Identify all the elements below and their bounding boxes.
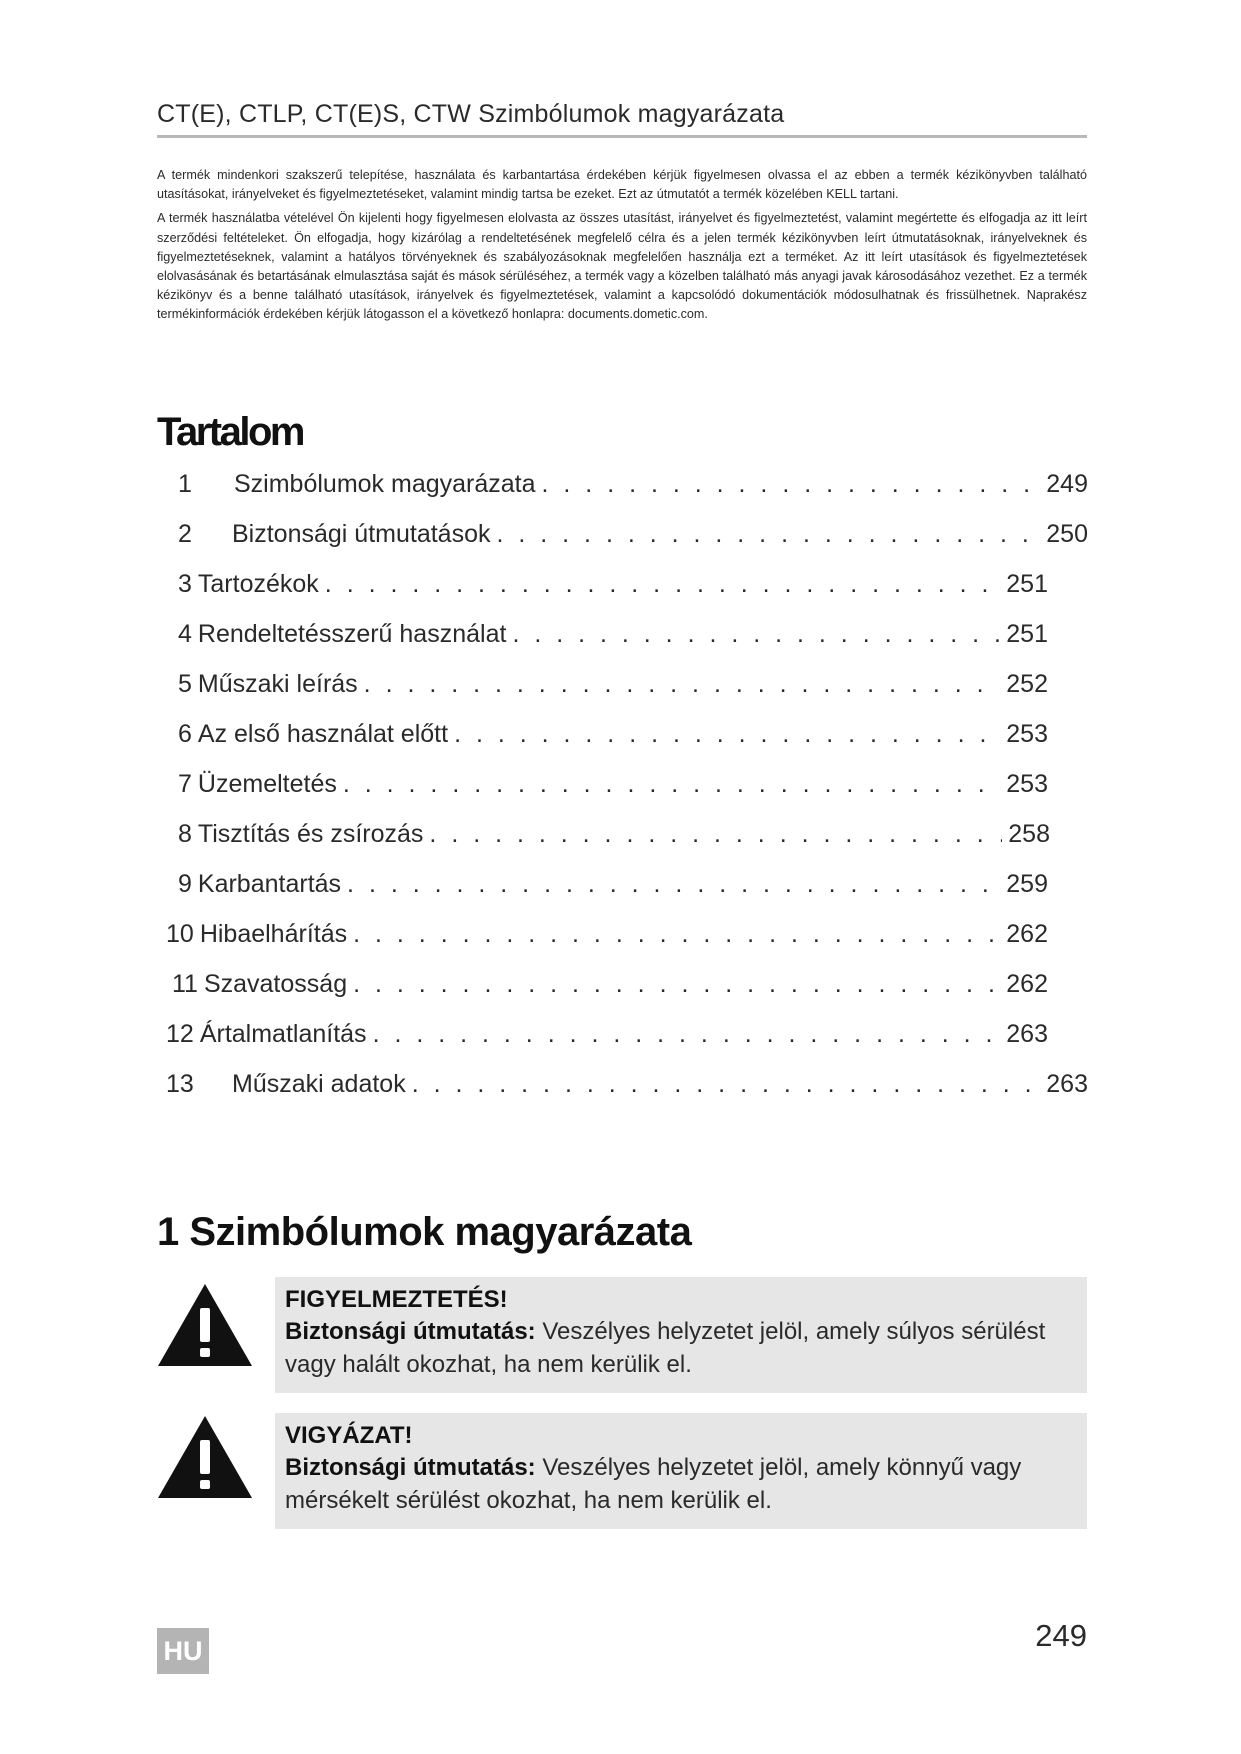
toc-leader-dots	[454, 720, 1000, 749]
toc-entry-page: 262	[1006, 920, 1048, 948]
toc-entry-page: 252	[1006, 670, 1048, 698]
toc-leader-dots	[512, 620, 1000, 649]
toc-entry-number: 2	[178, 520, 192, 548]
toc-entry-12[interactable]	[166, 1020, 1048, 1060]
toc-entry-number: 9	[178, 870, 192, 898]
toc-entry-page: 259	[1006, 870, 1048, 898]
toc-leader-dots	[373, 1020, 1001, 1049]
toc-leader-dots	[429, 820, 1002, 849]
intro-paragraph-2: A termék használatba vételével Ön kijelenti hogy figyelmesen elolvasta az összes utasítást, irányelvet és figyelmeztetést, valamint megértette és elfogadja az itt leírt szerződési feltételeket. Ön elfogadja, hogy kizárólag a rendeltetésének megfelelő célra és a jelen termék kézikönyvben leírt útmutatásoknak, irányelveknek és figyelmeztetéseknek, valamint a hatályos törvényeknek és szabályozásoknak megfelelően használja ezt a terméket. Az itt leírt utasítások és figyelmeztetések elolvasásának és betartásának elmulasztása saját és mások sérüléséhez, a termék vagy a közelben található más anyagi javak károsodásához vezethet. Ez a termék kézikönyv és a benne található utasítások, irányelvek és figyelmeztetések, valamint a kapcsolódó dokumentációk módosulhatnak és frissülhetnek. Naprakész termékinformációk érdekében kérjük látogasson el a következő honlapra: documents.dometic.com.	[157, 211, 1087, 322]
toc-leader-dots	[353, 970, 1000, 999]
toc-entry-label: Ártalmatlanítás	[199, 1020, 367, 1048]
toc-entry-page: 253	[1006, 770, 1048, 798]
toc-entry-number: 11	[172, 970, 198, 998]
running-header: CT(E), CTLP, CT(E)S, CTW Szimbólumok magyarázata	[157, 100, 1087, 138]
toc-leader-dots	[496, 520, 1040, 549]
caution-description: Veszélyes helyzetet jelöl, amely könnyű vagy mérsékelt sérülést okozhat, ha nem kerülik el.	[285, 1454, 1022, 1514]
toc-entry-3[interactable]	[178, 570, 1048, 610]
toc-entry-2[interactable]	[178, 520, 1088, 560]
toc-entry-number: 3	[178, 570, 192, 598]
toc-entry-page: 263	[1046, 1070, 1088, 1098]
toc-entry-4[interactable]	[178, 620, 1048, 660]
toc-entry-9[interactable]	[178, 870, 1048, 910]
toc-leader-dots	[412, 1070, 1041, 1099]
caution-label: Biztonsági útmutatás:	[285, 1454, 536, 1481]
page-number: 249	[1035, 1618, 1087, 1653]
toc-entry-label: Szavatosság	[203, 970, 348, 998]
toc-entry-label: Műszaki leírás	[197, 670, 358, 698]
warning-heading: FIGYELMEZTETÉS!	[285, 1286, 508, 1313]
toc-entry-label: Az első használat előtt	[197, 720, 449, 748]
toc-entry-page: 262	[1006, 970, 1048, 998]
language-badge: HU	[157, 1628, 209, 1674]
toc-entry-label: Tartozékok	[197, 570, 319, 598]
caution-triangle-icon	[156, 1414, 254, 1500]
toc-entry-7[interactable]	[178, 770, 1048, 810]
caution-text	[285, 1451, 1077, 1517]
intro-paragraph-1: A termék mindenkori szakszerű telepítése, használata és karbantartása érdekében kérjük figyelmesen olvassa el az ebben a termék kézikönyvben található utasításokat, irányelveket és figyelmeztetéseket, valamint mindig tartsa be ezeket. Ezt az útmutatót a termék közelében KELL tartani.	[157, 168, 1087, 202]
toc-entry-number: 12	[166, 1020, 194, 1048]
caution-notice	[275, 1413, 1087, 1529]
toc-title: Tartalom	[157, 410, 303, 454]
toc-entry-page: 263	[1006, 1020, 1048, 1048]
toc-entry-5[interactable]	[178, 670, 1048, 710]
toc-entry-page: 249	[1046, 470, 1088, 498]
toc-entry-number: 5	[178, 670, 192, 698]
toc-entry-page: 251	[1006, 620, 1048, 648]
toc-entry-label: Hibaelhárítás	[199, 920, 348, 948]
warning-description: Veszélyes helyzetet jelöl, amely súlyos sérülést vagy halált okozhat, ha nem kerülik el.	[285, 1318, 1046, 1378]
toc-leader-dots	[364, 670, 1001, 699]
caution-heading: VIGYÁZAT!	[285, 1422, 413, 1449]
toc-leader-dots	[347, 870, 1000, 899]
intro-text	[157, 166, 1087, 330]
toc-entry-number: 6	[178, 720, 192, 748]
toc-leader-dots	[325, 570, 1000, 599]
toc-entry-11[interactable]	[172, 970, 1048, 1010]
warning-triangle-icon	[156, 1282, 254, 1368]
toc-entry-label: Szimbólumok magyarázata	[234, 470, 536, 498]
toc-entry-page: 251	[1006, 570, 1048, 598]
toc-entry-page: 258	[1008, 820, 1050, 848]
toc-entry-number: 7	[178, 770, 192, 798]
toc-entry-label: Rendeltetésszerű használat	[197, 620, 507, 648]
toc-entry-number: 1	[178, 470, 192, 498]
toc-entry-number: 10	[166, 920, 194, 948]
toc-entry-page: 253	[1006, 720, 1048, 748]
toc-entry-8[interactable]	[178, 820, 1050, 860]
warning-notice	[275, 1277, 1087, 1393]
toc-entry-number: 8	[178, 820, 192, 848]
toc-leader-dots	[343, 770, 1000, 799]
toc-entry-number: 13	[166, 1070, 194, 1098]
toc-entry-label: Karbantartás	[197, 870, 342, 898]
toc-entry-1[interactable]	[178, 470, 1088, 510]
toc-entry-label: Műszaki adatok	[232, 1070, 406, 1098]
toc-leader-dots	[353, 920, 1000, 949]
section-title: 1 Szimbólumok magyarázata	[157, 1210, 692, 1254]
warning-text	[285, 1315, 1077, 1381]
warning-label: Biztonsági útmutatás:	[285, 1318, 536, 1345]
toc-leader-dots	[542, 470, 1041, 499]
toc-entry-label: Üzemeltetés	[197, 770, 337, 798]
toc-entry-page: 250	[1046, 520, 1088, 548]
toc-entry-10[interactable]	[166, 920, 1048, 960]
toc-entry-6[interactable]	[178, 720, 1048, 760]
toc-entry-number: 4	[178, 620, 192, 648]
toc-entry-label: Tisztítás és zsírozás	[197, 820, 424, 848]
toc-entry-13[interactable]	[166, 1070, 1088, 1110]
toc-entry-label: Biztonsági útmutatások	[232, 520, 491, 548]
